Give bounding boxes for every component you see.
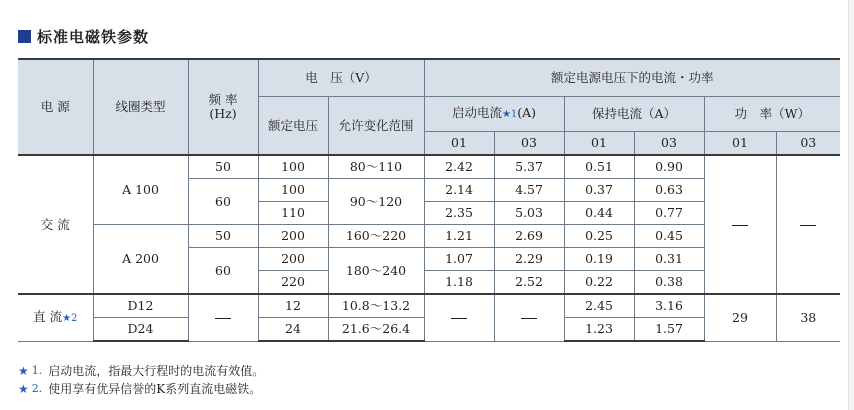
value-cell: 0.77 [634, 202, 704, 225]
value-cell: 3.16 [634, 294, 704, 318]
group-dc-label: 直 流 [33, 308, 63, 324]
sub-header-cell: 01 [564, 132, 634, 156]
value-cell: 0.90 [634, 155, 704, 179]
freq-cell: 50 [188, 225, 258, 248]
sub-header-cell: 03 [494, 132, 564, 156]
title-text: 标准电磁铁参数 [37, 27, 150, 46]
group-ac: 交 流 [18, 155, 93, 294]
freq-cell: 60 [188, 179, 258, 225]
dash-mark [215, 318, 231, 319]
table-row [18, 294, 840, 318]
rated-cell: 220 [258, 271, 328, 295]
range-cell: 180～240 [328, 248, 424, 295]
footnote-text: 使用享有优异信誉的K系列直流电磁铁。 [48, 382, 262, 396]
dc-wattage-03: 38 [776, 294, 840, 341]
dash-mark [800, 225, 816, 226]
dash-mark [732, 225, 748, 226]
dc-wattage-01: 29 [704, 294, 776, 341]
dash-mark [451, 318, 467, 319]
header-row-1 [18, 59, 840, 97]
header-starting-current-unit: (A) [517, 105, 537, 120]
value-cell: 1.23 [564, 318, 634, 342]
footnote-star-icon: ★ [18, 381, 29, 396]
value-cell: 2.42 [424, 155, 494, 179]
footnote-text: 启动电流，指最大行程时的电流有效值。 [48, 364, 265, 378]
sub-header-cell: 01 [704, 132, 776, 156]
rated-cell: 100 [258, 155, 328, 179]
value-cell: 5.03 [494, 202, 564, 225]
freq-cell: 60 [188, 248, 258, 295]
value-cell: 2.14 [424, 179, 494, 202]
value-cell: 1.18 [424, 271, 494, 295]
header-frequency-label: 频 率 [208, 92, 238, 107]
value-cell: 2.45 [564, 294, 634, 318]
spec-table [18, 58, 840, 342]
header-frequency-unit: (Hz) [209, 106, 237, 121]
value-cell: 2.35 [424, 202, 494, 225]
range-cell: 21.6～26.4 [328, 318, 424, 342]
header-frequency [188, 59, 258, 155]
dc-freq-dash [188, 294, 258, 341]
header-voltage: 电 压（V） [258, 59, 424, 97]
footnote-number: 1. [31, 364, 43, 377]
ac-wattage-01-dash [704, 155, 776, 294]
range-cell: 90～120 [328, 179, 424, 225]
range-cell: 80～110 [328, 155, 424, 179]
right-edge-strip [848, 0, 854, 410]
freq-cell: 50 [188, 155, 258, 179]
value-cell: 1.57 [634, 318, 704, 342]
coil-cell: D24 [93, 318, 188, 342]
header-holding-current: 保持电流（A） [564, 97, 704, 132]
coil-a200: A 200 [93, 225, 188, 295]
value-cell: 0.44 [564, 202, 634, 225]
header-starting-current [424, 97, 564, 132]
title-square-icon [18, 30, 31, 43]
value-cell: 4.57 [494, 179, 564, 202]
value-cell: 0.31 [634, 248, 704, 271]
value-cell: 0.51 [564, 155, 634, 179]
value-cell: 0.22 [564, 271, 634, 295]
header-starting-current-label: 启动电流 [451, 105, 502, 120]
ac-wattage-03-dash [776, 155, 840, 294]
star-icon: ★1 [501, 109, 518, 120]
coil-a100: A 100 [93, 155, 188, 225]
footnote-1 [18, 362, 264, 379]
range-cell: 160～220 [328, 225, 424, 248]
footnote-star-icon: ★ [18, 363, 29, 378]
header-current-power: 额定电源电压下的电流・功率 [424, 59, 840, 97]
value-cell: 0.19 [564, 248, 634, 271]
section-title [18, 26, 149, 46]
sub-header-cell: 03 [776, 132, 840, 156]
sub-header-cell: 03 [634, 132, 704, 156]
table-row [18, 155, 840, 179]
value-cell: 2.69 [494, 225, 564, 248]
header-rated-voltage: 额定电压 [258, 97, 328, 156]
value-cell: 0.45 [634, 225, 704, 248]
coil-cell: D12 [93, 294, 188, 318]
value-cell: 0.25 [564, 225, 634, 248]
dash-mark [521, 318, 537, 319]
value-cell: 1.21 [424, 225, 494, 248]
header-wattage: 功 率（W） [704, 97, 840, 132]
rated-cell: 200 [258, 248, 328, 271]
rated-cell: 200 [258, 225, 328, 248]
rated-cell: 24 [258, 318, 328, 342]
value-cell: 0.37 [564, 179, 634, 202]
star-icon: ★2 [62, 312, 78, 324]
footnote-2 [18, 380, 261, 397]
sub-header-cell: 01 [424, 132, 494, 156]
value-cell: 2.29 [494, 248, 564, 271]
value-cell: 2.52 [494, 271, 564, 295]
value-cell: 5.37 [494, 155, 564, 179]
range-cell: 10.8～13.2 [328, 294, 424, 318]
group-dc [18, 294, 93, 341]
rated-cell: 110 [258, 202, 328, 225]
rated-cell: 12 [258, 294, 328, 318]
header-power: 电 源 [18, 59, 93, 155]
value-cell: 0.38 [634, 271, 704, 295]
dc-start-01-dash [424, 294, 494, 341]
value-cell: 1.07 [424, 248, 494, 271]
header-coil-type: 线圈类型 [93, 59, 188, 155]
footnote-number: 2. [31, 382, 43, 395]
value-cell: 0.63 [634, 179, 704, 202]
rated-cell: 100 [258, 179, 328, 202]
header-allowed-range: 允许变化范围 [328, 97, 424, 156]
dc-start-03-dash [494, 294, 564, 341]
